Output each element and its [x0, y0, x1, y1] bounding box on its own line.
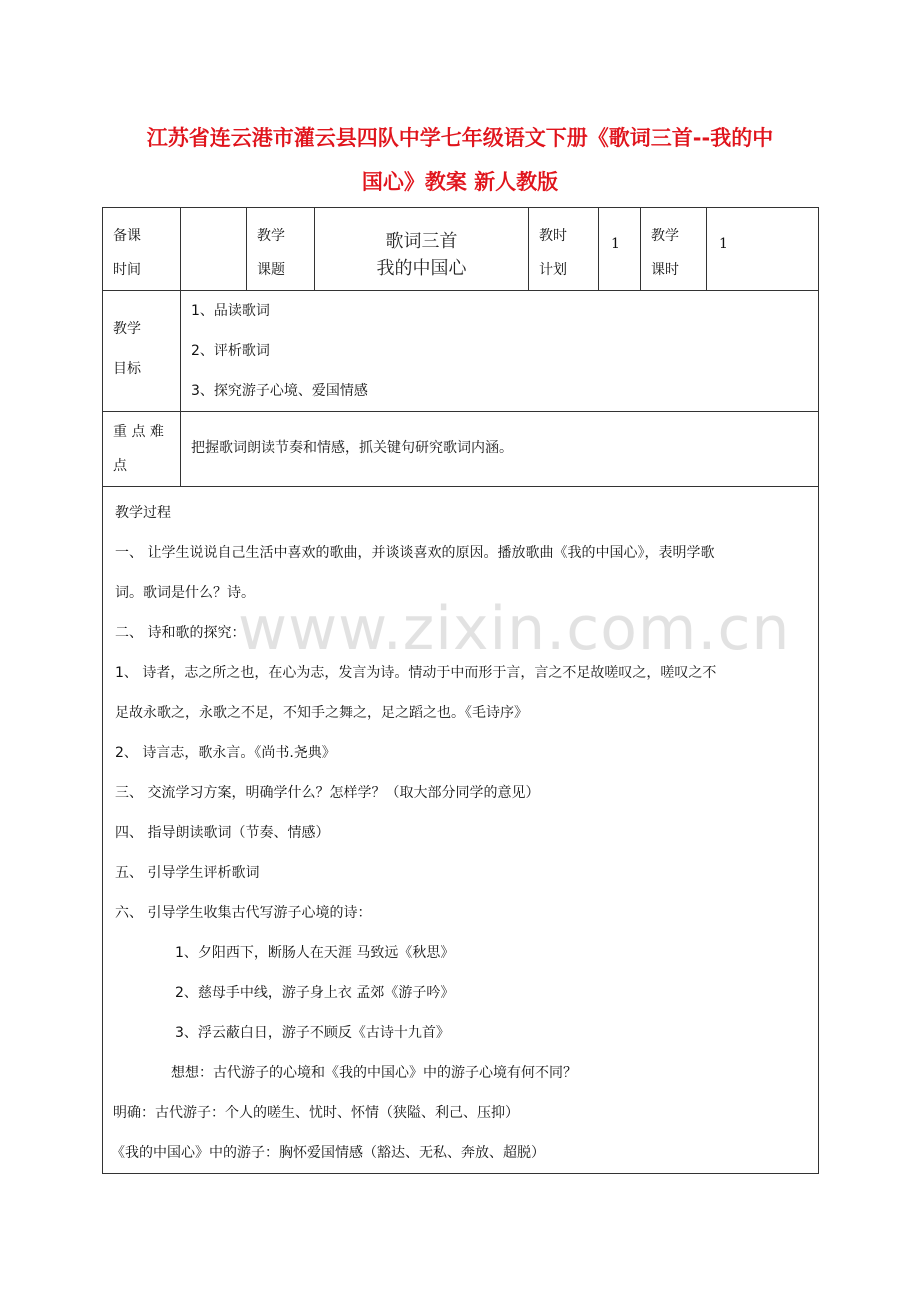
- process-line: 六、 引导学生收集古代写游子心境的诗：: [115, 905, 372, 921]
- process-line: 二、 诗和歌的探究：: [115, 625, 246, 641]
- prep-time-value: [181, 208, 247, 291]
- teaching-process: [103, 487, 819, 1174]
- objectives-label: 教学 目标: [103, 291, 181, 412]
- title-line-2: 国心》教案 新人教版: [361, 170, 559, 194]
- key-points-text: 把握歌词朗读节奏和情感，抓关键句研究歌词内涵。: [181, 412, 819, 487]
- objectives-row: [103, 291, 819, 412]
- document-title: [100, 118, 820, 202]
- question-line: 想想：古代游子的心境和《我的中国心》中的游子心境有何不同？: [171, 1065, 577, 1081]
- prep-time-label: 备课 时间: [103, 208, 181, 291]
- title-line-1: 江苏省连云港市灌云县四队中学七年级语文下册《歌词三首--我的中: [146, 126, 774, 150]
- watermark: www.zixin.com.cn: [238, 594, 791, 664]
- process-row: [103, 487, 819, 1174]
- process-line: 四、 指导朗读歌词（节奏、情感）: [115, 825, 330, 841]
- class-hours-label: 教学 课时: [641, 208, 707, 291]
- objective-item: 1、品读歌词: [191, 303, 270, 319]
- process-line: 三、 交流学习方案，明确学什么？怎样学？（取大部分同学的意见）: [115, 785, 540, 801]
- process-line: 五、 引导学生评析歌词: [115, 865, 260, 881]
- objective-item: 3、探究游子心境、爱国情感: [191, 383, 368, 399]
- process-line: 2、 诗言志，歌永言。《尚书.尧典》: [115, 745, 336, 761]
- lesson-plan-table: [102, 207, 819, 1174]
- poem-line: 1、夕阳西下，断肠人在天涯 马致远《秋思》: [175, 945, 455, 961]
- process-line: 一、 让学生说说自己生活中喜欢的歌曲，并谈谈喜欢的原因。播放歌曲《我的中国心》，表明学歌: [115, 545, 715, 561]
- key-points-row: [103, 412, 819, 487]
- objective-item: 2、评析歌词: [191, 343, 270, 359]
- header-row: [103, 208, 819, 291]
- topic-label: 教学 课题: [247, 208, 315, 291]
- periods-value: 1: [599, 208, 641, 291]
- process-line: 1、 诗者，志之所之也，在心为志，发言为诗。情动于中而形于言，言之不足故嗟叹之，嗟叹之不: [115, 665, 717, 681]
- process-heading: 教学过程: [115, 505, 171, 521]
- class-hours-value: 1: [707, 208, 819, 291]
- answer-line: 明确：古代游子：个人的嗟生、忧时、怀情（狭隘、利己、压抑）: [113, 1105, 519, 1121]
- lesson-title: 歌词三首 我的中国心: [315, 208, 529, 291]
- periods-label: 教时 计划: [529, 208, 599, 291]
- process-line: 词。歌词是什么？诗。: [115, 585, 255, 601]
- answer-line: 《我的中国心》中的游子：胸怀爱国情感（豁达、无私、奔放、超脱）: [111, 1145, 545, 1161]
- objectives-list: [181, 291, 819, 412]
- key-points-label: 重 点 难 点: [103, 412, 181, 487]
- poem-line: 2、慈母手中线，游子身上衣 孟郊《游子吟》: [175, 985, 455, 1001]
- poem-line: 3、浮云蔽白日，游子不顾反《古诗十九首》: [175, 1025, 450, 1041]
- process-line: 足故永歌之，永歌之不足，不知手之舞之，足之蹈之也。《毛诗序》: [115, 705, 528, 721]
